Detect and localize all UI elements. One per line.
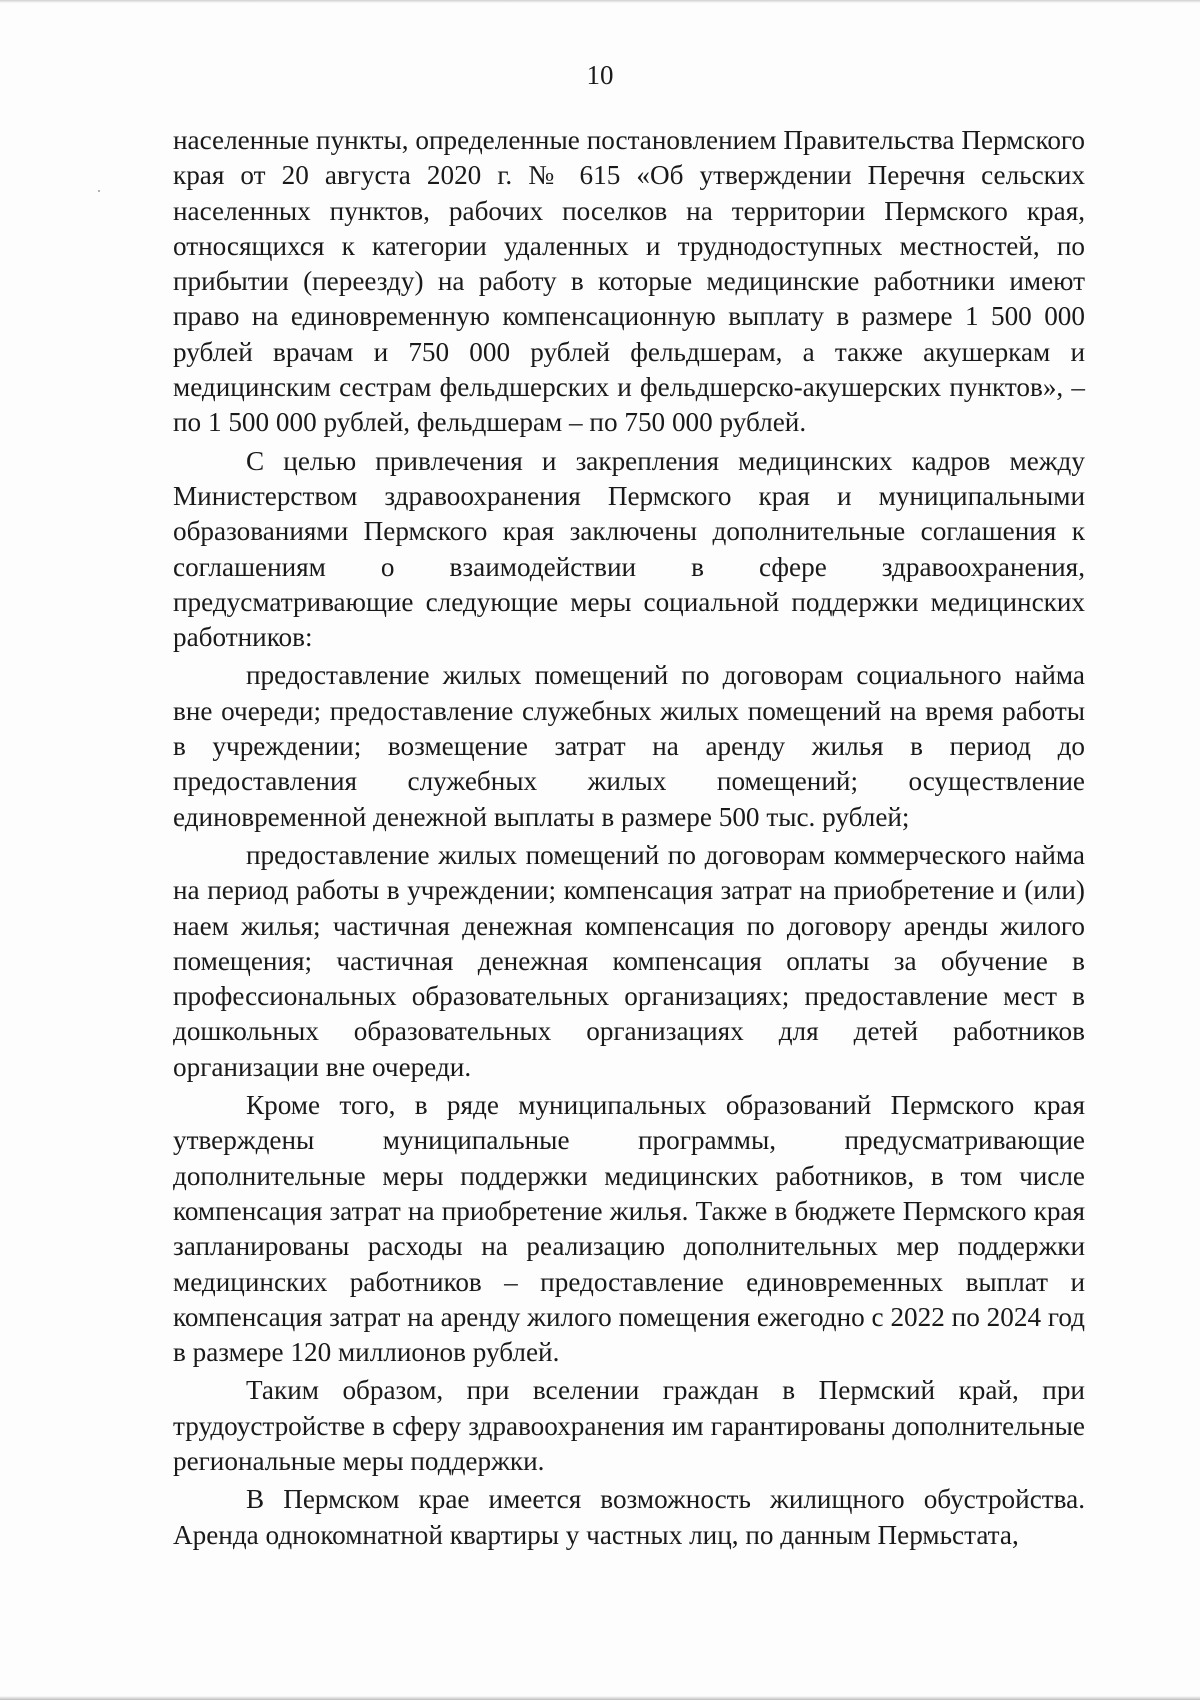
page-number: 10 — [586, 60, 614, 90]
paragraph-list-item: предоставление жилых помещений по договорам социального найма вне очереди; предоставление служебных жилых помещений на время работы в учреждении; возмещение затрат на аренду жилья в период до предоставления служебных жилых помещений; осуществление единовременной денежной выплаты в размере 500 тыс. рублей; — [173, 660, 1085, 832]
scan-speck — [98, 190, 100, 192]
scan-bottom-edge — [0, 1696, 1200, 1700]
paragraph: В Пермском крае имеется возможность жилищного обустройства. Аренда однокомнатной квартиры у частных лиц, по данным Пермьстата, — [173, 1484, 1085, 1550]
paragraph: Кроме того, в ряде муниципальных образований Пермского края утверждены муниципальные программы, предусматривающие дополнительные меры поддержки медицинских работников, в том числе компенсация затрат на приобретение жилья. Также в бюджете Пермского края запланированы расходы на реализацию дополнительных мер поддержки медицинских работников – предоставление единовременных выплат и компенсация затрат на аренду жилого помещения ежегодно с 2022 по 2024 год в размере 120 миллионов рублей. — [173, 1090, 1085, 1368]
paragraph: Таким образом, при вселении граждан в Пермский край, при трудоустройстве в сферу здравоохранения им гарантированы дополнительные региональные меры поддержки. — [173, 1375, 1085, 1476]
scan-top-edge — [0, 0, 1200, 3]
paragraph-list-item: предоставление жилых помещений по договорам коммерческого найма на период работы в учреждении; компенсация затрат на приобретение и (или) наем жилья; частичная денежная компенсация по договору аренды жилого помещения; частичная денежная компенсация оплаты за обучение в профессиональных образовательных организациях; предоставление мест в дошкольных образовательных организациях для детей работников организации вне очереди. — [173, 839, 1085, 1082]
paragraph: С целью привлечения и закрепления медицинских кадров между Министерством здравоохранения Пермского края и муниципальными образованиями Пермского края заключены дополнительные соглашения к соглашениям о взаимодействии в сфере здравоохранения, предусматривающие следующие меры социальной поддержки медицинских работников: — [173, 445, 1085, 653]
document-body — [173, 123, 1085, 1556]
paragraph-continuation: населенные пункты, определенные постановлением Правительства Пермского края от 20 августа 2020 г. № 615 «Об утверждении Перечня сельских населенных пунктов, рабочих поселков на территории Пермского края, относящихся к категории удаленных и труднодоступных местностей, по прибытии (переезду) на работу в которые медицинские работники имеют право на единовременную компенсационную выплату в размере 1 500 000 рублей врачам и 750 000 рублей фельдшерам, а также акушеркам и медицинским сестрам фельдшерских и фельдшерско-акушерских пунктов», – по 1 500 000 рублей, фельдшерам – по 750 000 рублей. — [173, 125, 1085, 438]
